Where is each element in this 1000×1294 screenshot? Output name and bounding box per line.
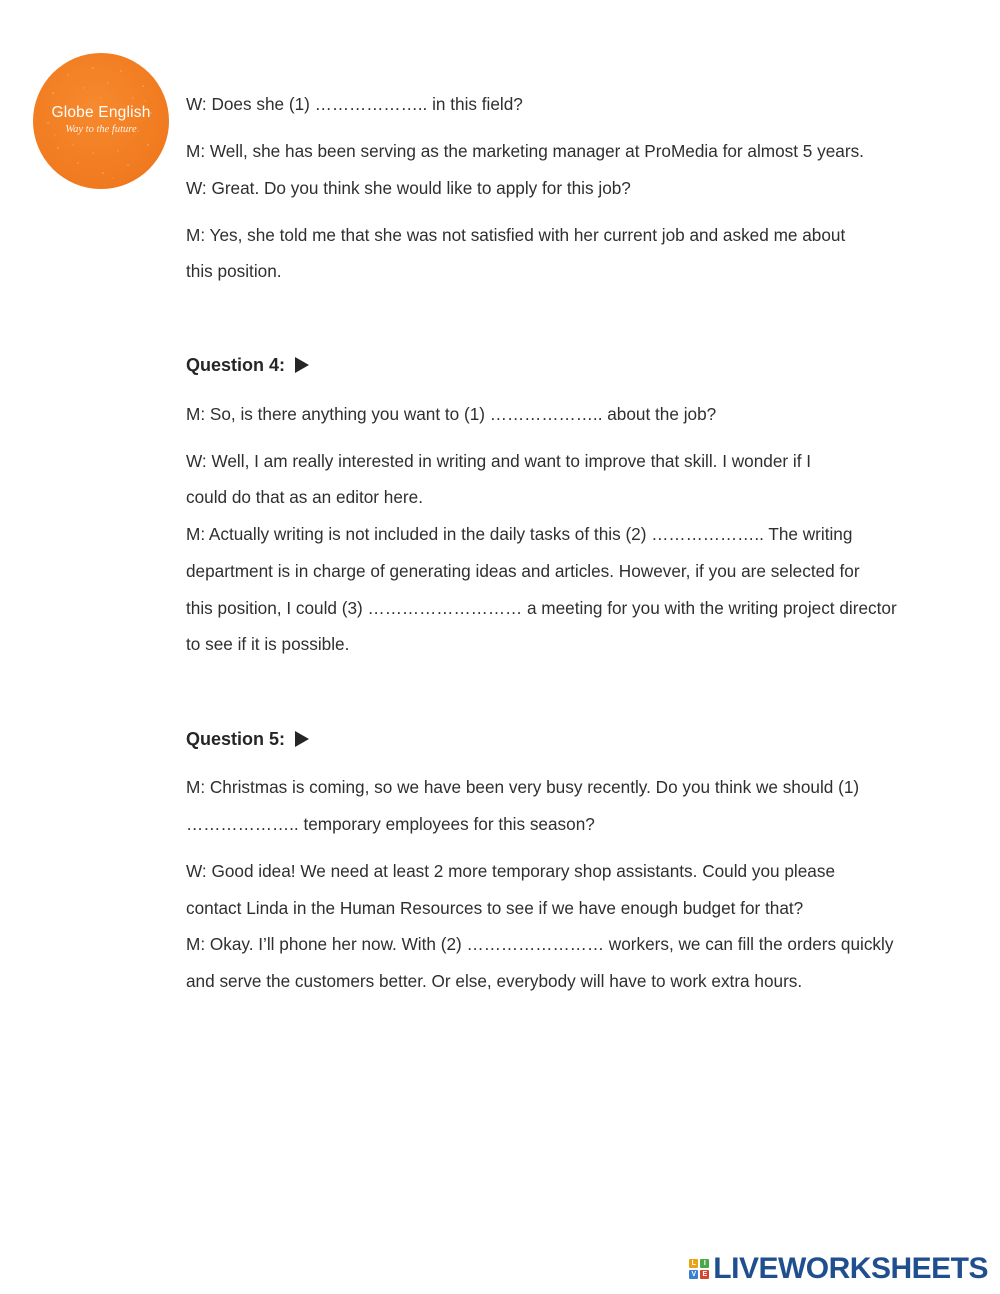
q4-line-1: M: So, is there anything you want to (1) ……………….. about the job?: [186, 404, 717, 424]
q4-line-2: W: Well, I am really interested in writing and want to improve that skill. I wonder if I: [186, 451, 812, 471]
q4-line-4: M: Actually writing is not included in the daily tasks of this (2) ……………….. The writing: [186, 524, 853, 544]
q4-line-5: department is in charge of generating ideas and articles. However, if you are selected for: [186, 561, 860, 581]
q4-line-7: to see if it is possible.: [186, 634, 350, 654]
mark-letter: I: [700, 1259, 709, 1268]
play-icon[interactable]: [295, 357, 309, 373]
q5-line-1: M: Christmas is coming, so we have been very busy recently. Do you think we should (1): [186, 777, 860, 797]
question-5-label: Question 5:: [186, 729, 286, 749]
q4-line-6: this position, I could (3) ……………………… a meeting for you with the writing project director: [186, 598, 897, 618]
q4-line-3: could do that as an editor here.: [186, 487, 423, 507]
q5-line-3: W: Good idea! We need at least 2 more temporary shop assistants. Could you please: [186, 861, 836, 881]
mark-letter: L: [689, 1259, 698, 1268]
q3-line-2: M: Well, she has been serving as the marketing manager at ProMedia for almost 5 years.: [186, 141, 864, 161]
q3-line-4: M: Yes, she told me that she was not satisfied with her current job and asked me about: [186, 225, 846, 245]
question-5-heading: [186, 729, 309, 749]
q3-line-5: this position.: [186, 261, 282, 281]
question-4-label: Question 4:: [186, 355, 286, 375]
logo-title: Globe English: [51, 104, 151, 121]
globe-english-logo: [33, 53, 169, 189]
liveworksheets-mark-icon: [689, 1259, 709, 1279]
q5-line-5: M: Okay. I’ll phone her now. With (2) …………………… workers, we can fill the orders quickly: [186, 934, 894, 954]
q5-line-4: contact Linda in the Human Resources to see if we have enough budget for that?: [186, 898, 804, 918]
question-4-heading: [186, 355, 309, 375]
q3-line-3: W: Great. Do you think she would like to apply for this job?: [186, 178, 631, 198]
q5-line-2: ……………….. temporary employees for this season?: [186, 814, 595, 834]
q3-line-1: W: Does she (1) ……………….. in this field?: [186, 94, 523, 114]
mark-letter: E: [700, 1270, 709, 1279]
play-icon[interactable]: [295, 731, 309, 747]
q5-line-6: and serve the customers better. Or else, everybody will have to work extra hours.: [186, 971, 803, 991]
mark-letter: V: [689, 1270, 698, 1279]
liveworksheets-brand: [689, 1253, 988, 1285]
brand-name: LIVEWORKSHEETS: [713, 1252, 988, 1285]
logo-subtitle: Way to the future: [65, 124, 137, 135]
